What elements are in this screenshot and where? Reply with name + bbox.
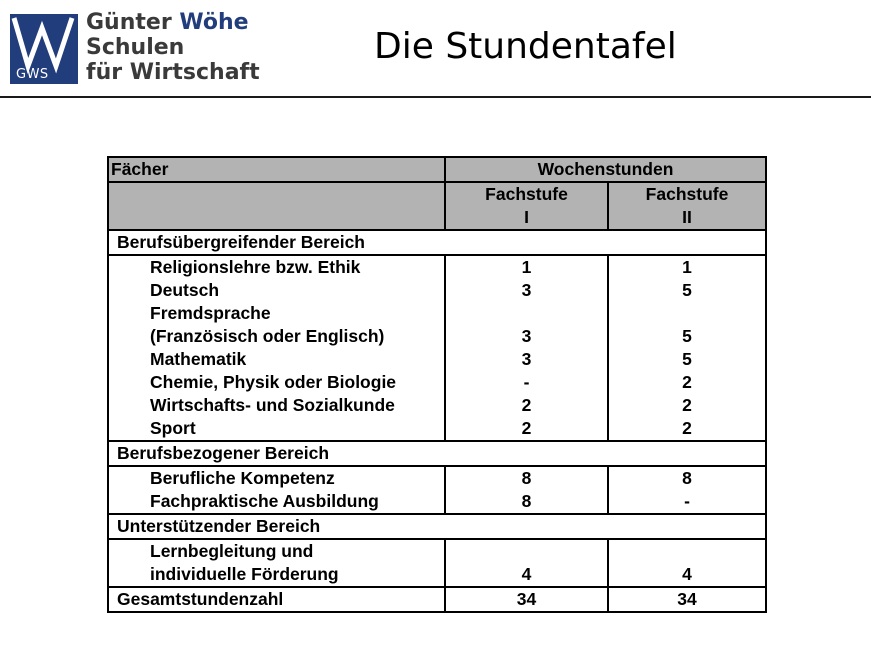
total-stage-1: 34	[445, 587, 608, 612]
hours-value	[446, 302, 607, 325]
hours-value: 4	[521, 564, 532, 584]
subject-item: Berufliche Kompetenz	[150, 468, 335, 488]
brand-line-wirtschaft: für Wirtschaft	[86, 60, 260, 85]
subject-item: individuelle Förderung	[150, 564, 339, 584]
subject-list	[108, 255, 445, 441]
subject-item: (Französisch oder Englisch)	[150, 326, 385, 346]
hours-value: 8	[521, 468, 532, 488]
subject-list	[108, 539, 445, 587]
logo-gws-text: GWS	[16, 67, 49, 82]
school-logo	[10, 14, 78, 84]
subject-item: Fachpraktische Ausbildung	[150, 491, 379, 511]
section-body	[108, 539, 766, 587]
header-row-1	[108, 157, 766, 182]
hours-value	[609, 540, 765, 563]
hours-value	[446, 540, 607, 563]
hours-value: 5	[682, 349, 692, 369]
header-row-2	[108, 182, 766, 230]
hours-stage-1	[445, 539, 608, 587]
section-body	[108, 466, 766, 514]
section-title: Berufsbezogener Bereich	[108, 441, 766, 466]
subject-item: Religionslehre bzw. Ethik	[150, 257, 361, 277]
hours-value: 8	[521, 491, 532, 511]
hours-value: -	[523, 372, 530, 392]
brand-line-schulen: Schulen	[86, 35, 185, 60]
header-empty-cell	[108, 182, 445, 230]
section-row	[108, 514, 766, 539]
total-row	[108, 587, 766, 612]
section-body	[108, 255, 766, 441]
hours-value: 1	[521, 257, 532, 277]
brand-surname: Wöhe	[179, 10, 249, 35]
hours-stage-1	[445, 255, 608, 441]
total-stage-2: 34	[608, 587, 766, 612]
hours-value	[609, 302, 765, 325]
hours-stage-1	[445, 466, 608, 514]
hours-value: 2	[682, 395, 692, 415]
hours-value: 3	[521, 349, 532, 369]
hours-value: 2	[682, 418, 692, 438]
section-title: Unterstützender Bereich	[108, 514, 766, 539]
brand-first-name: Günter	[86, 10, 172, 35]
total-label: Gesamtstundenzahl	[108, 587, 445, 612]
header-subjects: Fächer	[108, 157, 445, 182]
header-stage-2: Fachstufe II	[608, 182, 766, 230]
hours-value: 5	[682, 326, 692, 346]
subject-list	[108, 466, 445, 514]
hours-value: 3	[521, 280, 532, 300]
header-weekly-hours: Wochenstunden	[445, 157, 766, 182]
hours-value: 2	[521, 418, 532, 438]
subject-item: Sport	[150, 418, 196, 438]
subject-item: Deutsch	[150, 280, 220, 300]
hours-value: 2	[682, 372, 692, 392]
subject-item: Wirtschafts- und Sozialkunde	[150, 395, 395, 415]
subject-item: Chemie, Physik oder Biologie	[150, 372, 397, 392]
hours-stage-2	[608, 466, 766, 514]
hours-value: 1	[682, 257, 692, 277]
hours-value: 4	[682, 564, 692, 584]
hours-value: 5	[682, 280, 692, 300]
section-row	[108, 441, 766, 466]
section-row	[108, 230, 766, 255]
timetable	[107, 156, 767, 613]
hours-stage-2	[608, 539, 766, 587]
hours-value: 3	[521, 326, 532, 346]
header-stage-1: Fachstufe I	[445, 182, 608, 230]
hours-value: 8	[682, 468, 692, 488]
hours-value: -	[684, 491, 690, 511]
hours-stage-2	[608, 255, 766, 441]
hours-value: 2	[521, 395, 532, 415]
subject-item: Mathematik	[150, 349, 247, 369]
school-name	[86, 10, 260, 85]
section-title: Berufsübergreifender Bereich	[108, 230, 766, 255]
header-divider	[0, 96, 871, 98]
subject-item: Fremdsprache	[150, 303, 271, 323]
subject-item: Lernbegleitung und	[150, 541, 314, 561]
page-title: Die Stundentafel	[374, 26, 677, 67]
